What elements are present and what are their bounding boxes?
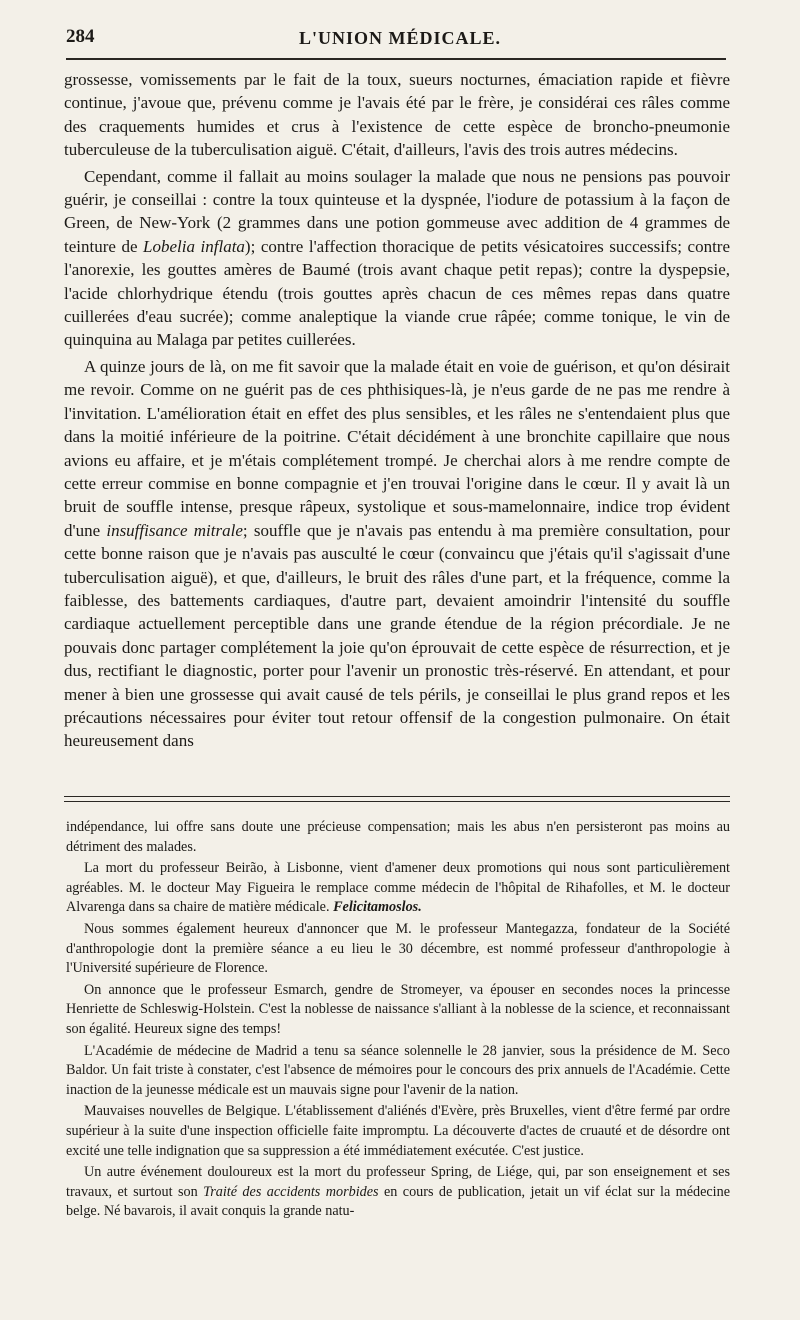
news-item (66, 981, 730, 1040)
italic-term: Traité des accidents morbides (203, 1183, 379, 1200)
news-item-text: Mauvaises nouvelles de Belgique. L'établissement d'aliénés d'Evère, près Bruxelles, vient d'être fermé par ordre supérieur à la suite d'une inspection officielle faite impromptu. La découverte d'actes de cruauté et de désordre ont excité une telle indignation que sa suppression a été immédiatement exécutée. C'est justice. (66, 1103, 730, 1159)
news-item (66, 818, 730, 857)
main-paragraph (64, 355, 730, 753)
page-header (66, 24, 726, 54)
main-text (64, 68, 730, 753)
section-rule-lower (64, 801, 730, 802)
news-item-text: La mort du professeur Beirão, à Lisbonne, vient d'amener deux promotions qui nous sont particulièrement agréables. M. le docteur May Figueira le remplace comme médecin de l'hôpital de Rihafolles, et M. le docteur Alvarenga dans sa chaire de matière médicale. (66, 860, 730, 916)
italic-term: Lobelia inflata (143, 236, 245, 256)
news-item (66, 859, 730, 918)
news-item-text: On annonce que le professeur Esmarch, gendre de Stromeyer, va épouser en secondes noces la princesse Henriette de Schleswig-Holstein. C'est la noblesse de naissance s'alliant à la noblesse de la science, et reconnaissant son égalité. Heureux signe des temps! (66, 981, 730, 1037)
news-item (66, 1102, 730, 1161)
page-number: 284 (66, 26, 95, 47)
news-item-text: Un autre événement douloureux est la mort du professeur Spring, de Liége, qui, par son enseignement et ses travaux, et surtout son (66, 1164, 730, 1200)
section-rule-upper (64, 796, 730, 797)
running-title: L'UNION MÉDICALE. (299, 28, 502, 48)
main-paragraph (64, 68, 730, 162)
main-paragraph-text: grossesse, vomissements par le fait de la toux, sueurs nocturnes, émaciation rapide et fièvre continue, j'avoue que, prévenu comme je l'avais été par le frère, je considérai ces râles comme des craquements humides et crus à l'existence de cette espèce de broncho-pneumonie tuberculeuse de la tuberculisation aiguë. C'était, d'ailleurs, l'avis des trois autres médecins. (64, 70, 730, 160)
news-item (66, 920, 730, 979)
news-item (66, 1042, 730, 1101)
news-item-text: en cours de publication, jetait un vif éclat sur la médecine belge. Né bavarois, il avait conquis la grande natu- (66, 1183, 731, 1220)
main-paragraph-text: ); contre l'affection thoracique de petits vésicatoires successifs; contre l'anorexie, les gouttes amères de Baumé (trois avant chaque petit repas); contre la dyspepsie, l'acide chlorhydrique étendu (trois gouttes après chacun de ces mêmes repas dans quatre cuillerées d'eau sucrée); comme analeptique la viande crue râpée; comme tonique, le vin de quinquina au Malaga par petites cuillerées. (64, 236, 730, 350)
header-rule (66, 58, 726, 60)
main-paragraph-text: A quinze jours de là, on me fit savoir que la malade était en voie de guérison, et qu'on désirait me revoir. Comme on ne guérit pas de ces phthisiques-là, je n'eus garde de ne pas me rendre à l'invitation. L'amélioration était en effet des plus sensibles, et les râles ne s'entendaient plus que dans la moitié inférieure de la poitrine. C'était décidément à une bronchite capillaire que nous avions eu affaire, et je m'étais complétement trompé. Je cherchai alors à me rendre compte de cette erreur commise en bonne compagnie et j'en trouvai l'origine dans le cœur. Il y avait là un bruit de souffle intense, presque râpeux, systolique et sous-mamelonnaire, indice trop évident d'une (64, 356, 730, 540)
news-item (66, 1163, 730, 1222)
news-column (66, 818, 730, 1224)
news-item-text: indépendance, lui offre sans doute une précieuse compensation; mais les abus n'en persisteront pas moins au détriment des malades. (66, 819, 730, 855)
italic-term: insuffisance mitrale (106, 520, 243, 540)
main-paragraph (64, 165, 730, 352)
italic-term: Felicitamoslos. (333, 899, 422, 916)
main-paragraph-text: Cependant, comme il fallait au moins soulager la malade que nous ne pensions pas pouvoir guérir, je conseillai : contre la toux quinteuse et la dyspnée, l'iodure de potassium à la façon de Green, de New-York (2 grammes dans une potion gommeuse avec addition de 4 grammes de teinture de (64, 166, 730, 256)
main-paragraph-text: ; souffle que je n'avais pas entendu à ma première consultation, pour cette bonne raison que je n'avais pas ausculté le cœur (convaincu que j'étais qu'il s'agissait d'une tuberculisation aiguë), et que, d'ailleurs, le bruit des râles d'une part, et la fréquence, comme la faiblesse, des battements cardiaques, d'autre part, devaient amoindrir l'intensité du souffle cardiaque actuellement perceptible dans une grande étendue de la région précordiale. Je ne pouvais donc partager complétement la joie qu'on éprouvait de cette espèce de résurrection, et je dus, rectifiant le diagnostic, porter pour l'avenir un pronostic très-réservé. En attendant, et pour mener à bien une grossesse qui avait causé de tels périls, je conseillai le plus grand repos et les précautions nécessaires pour éviter tout retour offensif de la congestion pulmonaire. On était heureusement dans (64, 520, 731, 751)
news-item-text: L'Académie de médecine de Madrid a tenu sa séance solennelle le 28 janvier, sous la présidence de M. Seco Baldor. Un fait triste à constater, c'est l'absence de mémoires pour le concours des prix annuels de l'Académie. Cette inaction de la jeunesse médicale est un mauvais signe pour l'avenir de la nation. (66, 1042, 730, 1098)
news-item-text: Nous sommes également heureux d'annoncer que M. le professeur Mantegazza, fondateur de la Société d'anthropologie dont la première séance a eu lieu le 30 décembre, est nommé professeur d'anthropologie à l'Université supérieure de Florence. (66, 920, 730, 977)
